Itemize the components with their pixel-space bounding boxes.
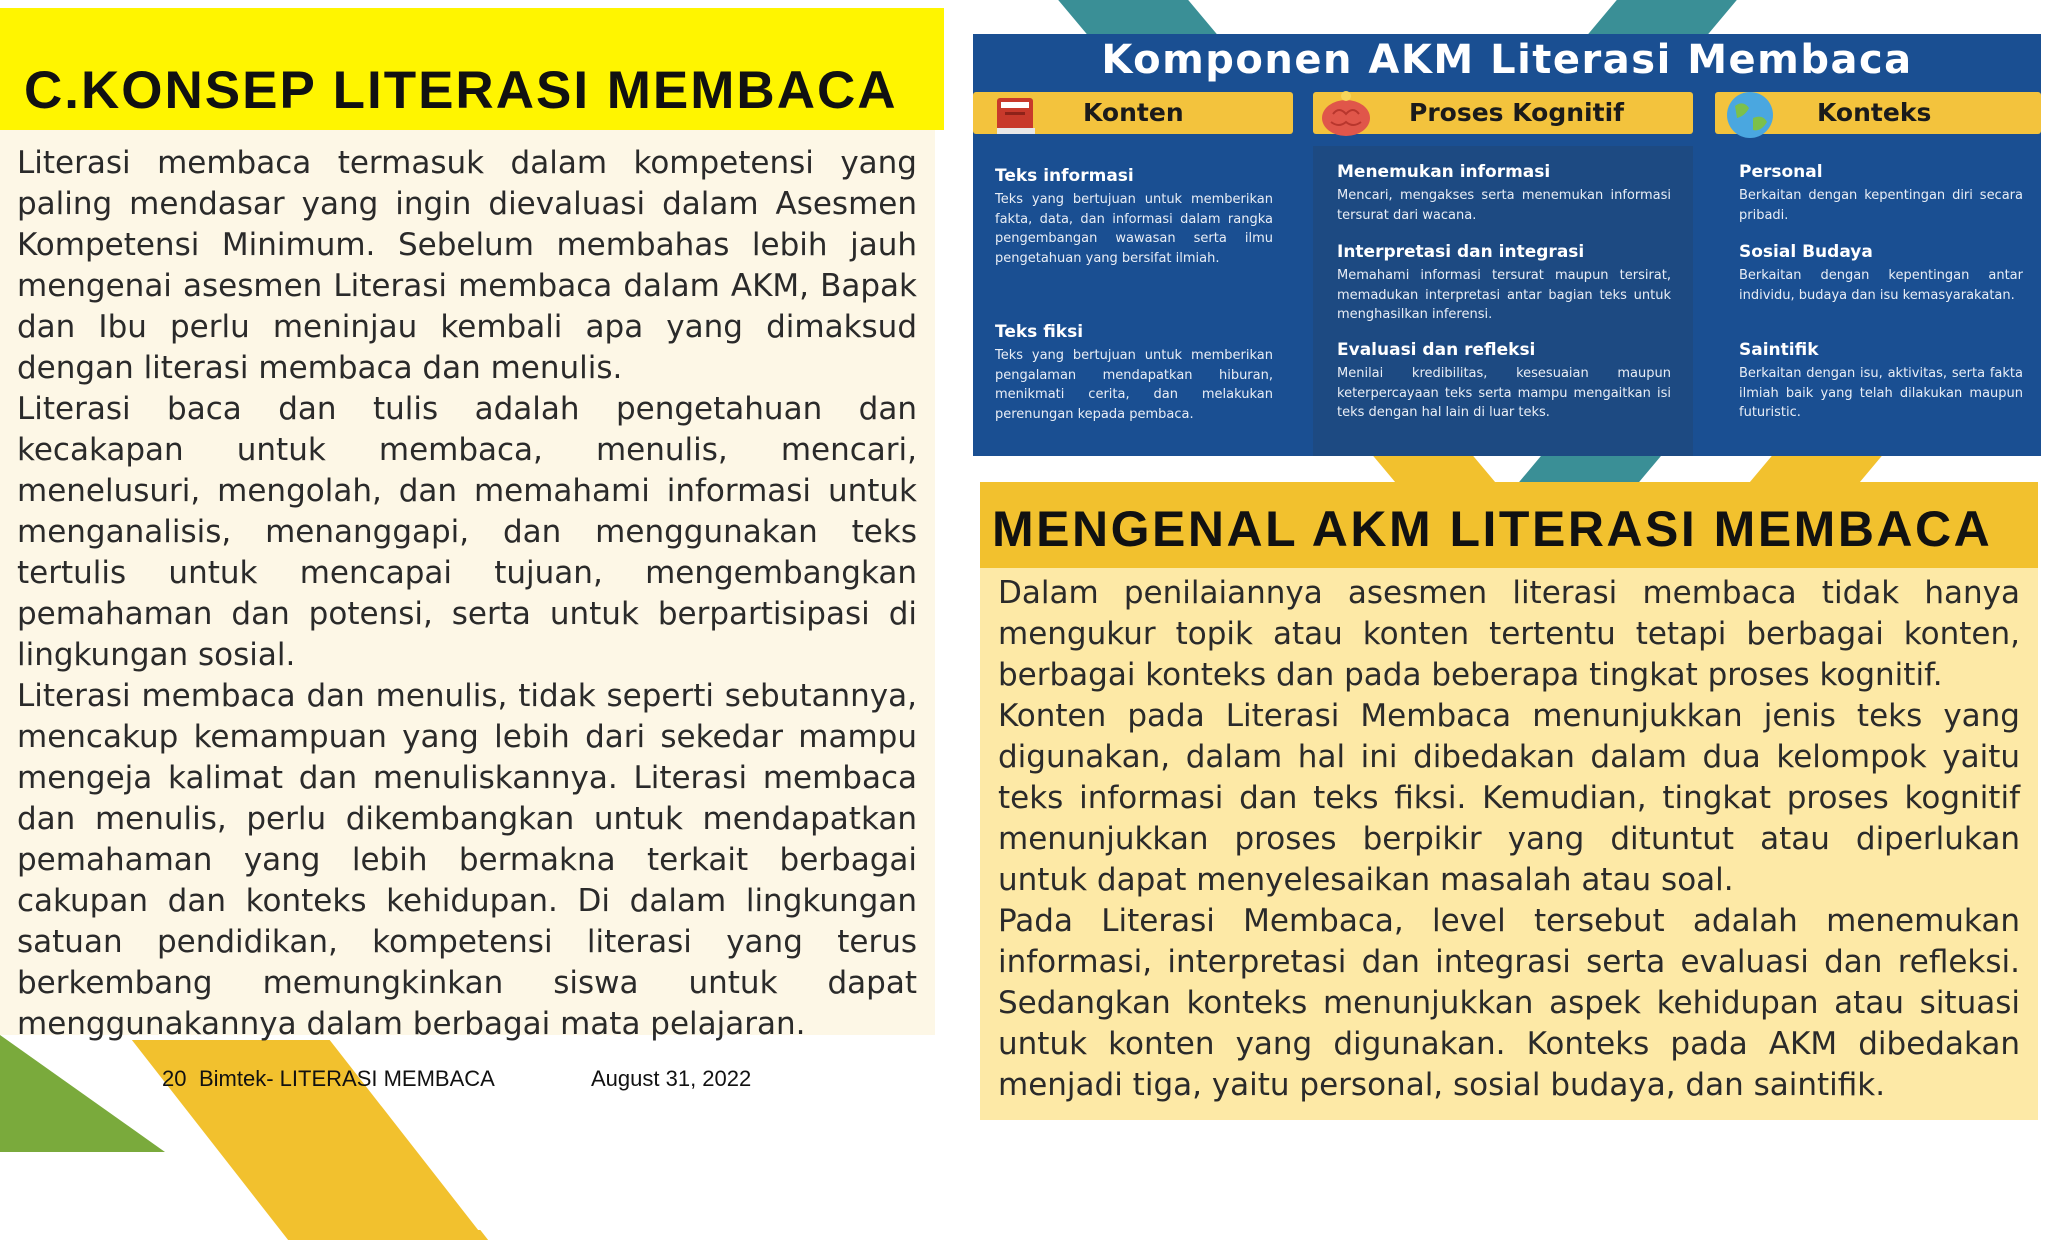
akm-item-text: Berkaitan dengan kepentingan antar individu, budaya dan isu kemasyarakatan. <box>1739 268 2023 303</box>
akm-column-heading: Proses Kognitif <box>1409 98 1625 127</box>
right-title-banner <box>980 482 2038 568</box>
akm-column-konteks <box>1715 92 2041 456</box>
book-icon <box>991 88 1045 142</box>
left-paragraph: Literasi membaca termasuk dalam kompetensi yang paling mendasar yang ingin dievaluasi dalam Asesmen Kompetensi Minimum. Sebelum membahas lebih jauh mengenai asesmen Literasi membaca dalam AKM, Bapak dan Ibu perlu meninjau kembali apa yang dimaksud dengan literasi membaca dan menulis. <box>17 145 917 386</box>
akm-column-heading: Konteks <box>1817 98 1932 127</box>
footer-label: Bimtek- LITERASI MEMBACA <box>199 1066 495 1091</box>
akm-item-title: Interpretasi dan integrasi <box>1337 242 1585 262</box>
right-body-panel <box>980 568 2038 1120</box>
akm-item-title: Evaluasi dan refleksi <box>1337 340 1536 360</box>
akm-column-header <box>1715 92 2041 134</box>
akm-item-text: Berkaitan dengan isu, aktivitas, serta fakta ilmiah baik yang telah dilakukan maupun futuristic. <box>1739 366 2023 420</box>
right-paragraph: Dalam penilaiannya asesmen literasi membaca tidak hanya mengukur topik atau konten tertentu tetapi berbagai konten, berbagai konteks dan pada beberapa tingkat proses kognitif. <box>998 575 2020 693</box>
footer-date: August 31, 2022 <box>591 1066 752 1091</box>
left-body-text <box>17 143 917 1045</box>
akm-item-text: Memahami informasi tersurat maupun tersirat, memadukan interpretasi antar bagian teks untuk menghasilkan inferensi. <box>1337 268 1671 322</box>
akm-column-header <box>973 92 1293 134</box>
akm-item-text: Menilai kredibilitas, kesesuaian maupun keterpercayaan teks serta mampu mengaitkan isi teks dengan hal lain di luar teks. <box>1337 366 1671 420</box>
right-section-title: MENGENAL AKM LITERASI MEMBACA <box>992 501 1993 557</box>
akm-column-konten <box>973 92 1293 456</box>
akm-item-title: Saintifik <box>1739 340 1819 360</box>
green-decor-triangle <box>0 1035 165 1152</box>
akm-column-header <box>1313 92 1693 134</box>
akm-item-title: Teks fiksi <box>995 322 1084 342</box>
left-body-panel <box>0 130 935 1042</box>
globe-icon <box>1723 88 1777 142</box>
akm-column-body <box>973 146 1293 456</box>
akm-column-proses-kognitif <box>1313 92 1693 456</box>
akm-item-title: Personal <box>1739 162 1823 182</box>
brain-icon <box>1319 88 1373 142</box>
left-paragraph: Literasi baca dan tulis adalah pengetahuan dan kecakapan untuk membaca, menulis, mencari, menelusuri, mengolah, dan memahami informasi untuk menganalisis, menanggapi, dan menggunakan teks tertulis untuk mencapai tujuan, mengembangkan pemahaman dan potensi, serta untuk berpartisipasi di lingkungan sosial. <box>17 391 917 673</box>
akm-item-text: Mencari, mengakses serta menemukan informasi tersurat dari wacana. <box>1337 188 1671 223</box>
akm-item-title: Menemukan informasi <box>1337 162 1551 182</box>
akm-column-body <box>1313 146 1693 456</box>
akm-item-text: Teks yang bertujuan untuk memberikan fakta, data, dan informasi dalam rangka pengembangan wawasan serta ilmu pengetahuan yang bersifat ilmiah. <box>995 192 1273 266</box>
akm-item-text: Teks yang bertujuan untuk memberikan pengalaman mendapatkan hiburan, menikmati cerita, dan melakukan perenungan kepada pembaca. <box>995 348 1273 422</box>
left-section-title: C.KONSEP LITERASI MEMBACA <box>24 61 898 120</box>
akm-column-body <box>1715 146 2041 456</box>
yellow-decor-shape <box>1372 455 1497 485</box>
akm-item-title: Sosial Budaya <box>1739 242 1873 262</box>
akm-item-title: Teks informasi <box>995 166 1134 186</box>
akm-item-text: Berkaitan dengan kepentingan diri secara pribadi. <box>1739 188 2023 223</box>
akm-column-heading: Konten <box>1083 98 1184 127</box>
yellow-decor-shape <box>1747 455 1882 485</box>
left-paragraph: Literasi membaca dan menulis, tidak seperti sebutannya, mencakup kemampuan yang lebih dari sekedar mampu mengeja kalimat dan menuliskannya. Literasi membaca dan menulis, perlu dikembangkan untuk mendapatkan pemahaman yang lebih bermakna terkait berbagai cakupan dan konteks kehidupan. Di dalam lingkungan satuan pendidikan, kompetensi literasi yang terus berkembang memungkinkan siswa untuk dapat menggunakannya dalam berbagai mata pelajaran. <box>17 678 917 1042</box>
right-paragraph: Pada Literasi Membaca, level tersebut adalah menemukan informasi, interpretasi dan integrasi serta evaluasi dan refleksi. Sedangkan konteks menunjukkan aspek kehidupan atau situasi untuk konten yang digunakan. Konteks pada AKM dibedakan menjadi tiga, yaitu personal, sosial budaya, dan saintifik. <box>998 903 2020 1103</box>
left-title-banner <box>0 8 944 130</box>
slide-number: 20 <box>162 1066 187 1091</box>
right-paragraph: Konten pada Literasi Membaca menunjukkan jenis teks yang digunakan, dalam hal ini dibedakan dalam dua kelompok yaitu teks informasi dan teks fiksi. Kemudian, tingkat proses kognitif menunjukkan proses berpikir yang dituntut atau diperlukan untuk dapat menyelesaikan masalah atau soal. <box>998 698 2020 898</box>
akm-title: Komponen AKM Literasi Membaca <box>1101 37 1913 83</box>
right-body-text <box>998 573 2020 1106</box>
akm-infographic <box>973 34 2041 456</box>
